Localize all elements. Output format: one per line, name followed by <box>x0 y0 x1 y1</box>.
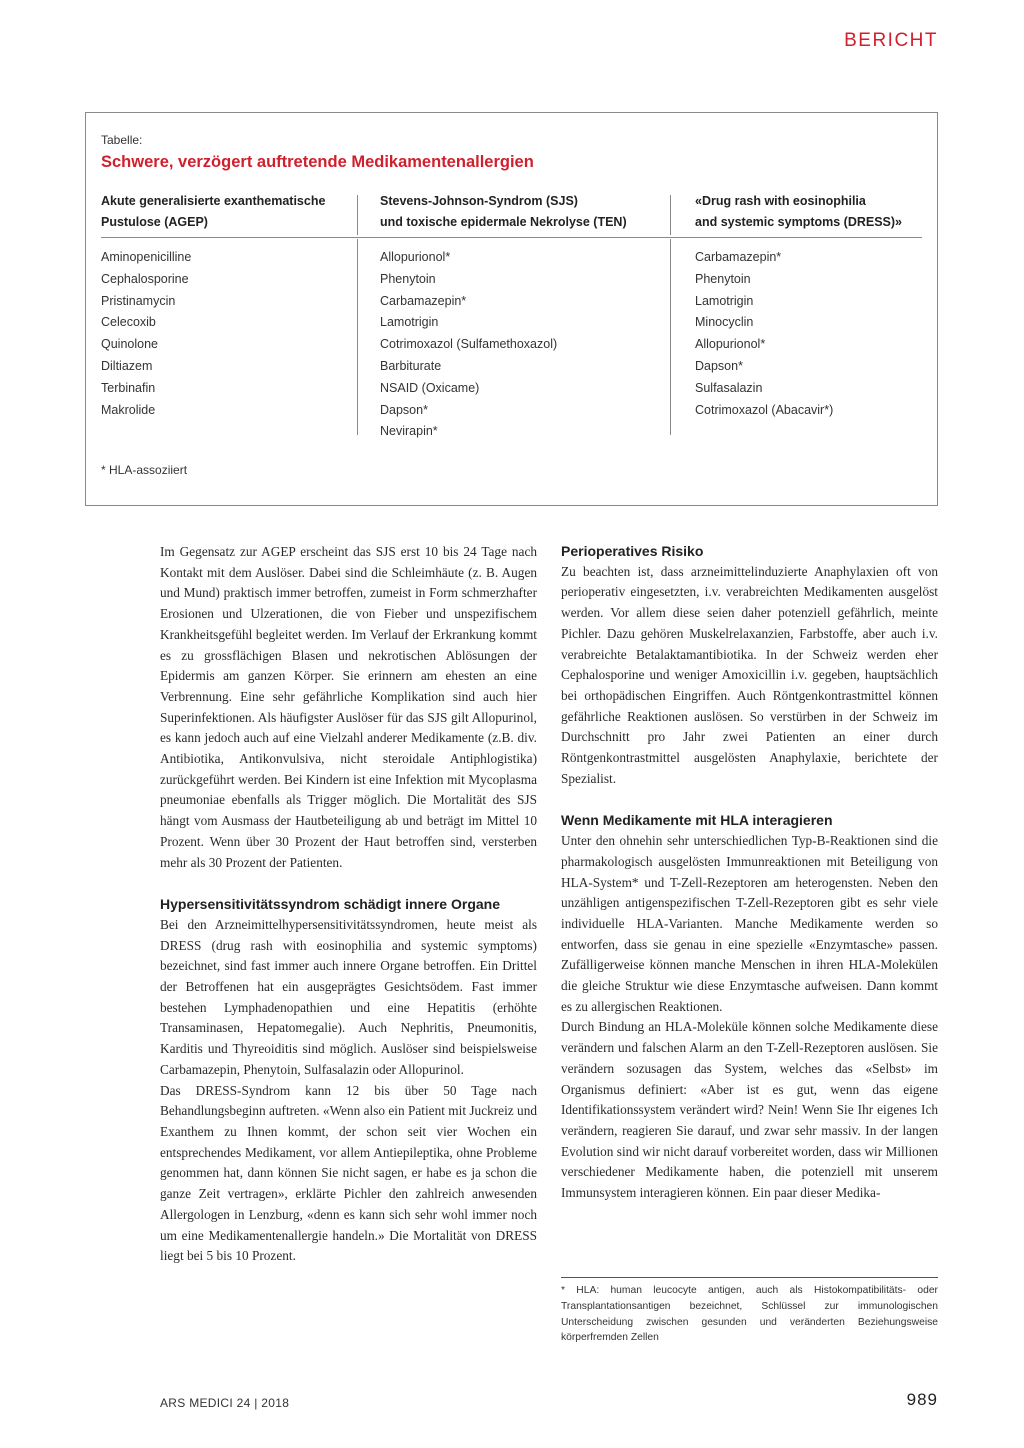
column-divider <box>357 239 358 435</box>
table-cell: Cotrimoxazol (Abacavir*) <box>695 402 834 417</box>
paragraph: Zu beachten ist, dass arzneimittelinduzierte Anaphylaxien oft von perioperativ eingesetzten, i.v. verabreichten Medikamenten ausgelöst werden. Vor allem diese seien daher potenziell gefährlich, meinte Pichler. Dazu gehören Muskelrelaxanzien, Farbstoffe, aber auch i.v. verabreichte Betalaktamantibiotika. In der Schweiz werden eher Cephalosporine und weniger Amoxicillin i.v. gegeben, hauptsächlich bei orthopädischen Eingriffen. Auch Röntgenkontrastmittel können gefährliche Reaktionen auslösen. So verstürben in der Schweiz im Durchschnitt pro Jahr zwei Patienten an einer durch Röntgenkontrastmittel ausgelösten Anaphylaxie, berichtete der Spezialist. <box>561 563 938 786</box>
table-cell: Terbinafin <box>101 380 156 395</box>
allergy-table <box>85 112 938 506</box>
column-header: Stevens-Johnson-Syndrom (SJS) und toxische epidermale Nekrolyse (TEN) <box>380 194 627 229</box>
table-column-dress <box>695 191 925 421</box>
column-divider <box>670 195 671 235</box>
table-cell: Carbamazepin* <box>380 293 467 308</box>
table-cell: Quinolone <box>101 337 158 352</box>
column-items <box>695 247 925 421</box>
table-column-sjs <box>380 191 670 443</box>
paragraph: Unter den ohnehin sehr unterschiedlichen Typ-B-Reaktionen sind die pharmakologisch ausgelösten Immunreaktionen mit Beteiligung von HLA-System* und T-Zell-Rezeptoren am heterogensten. Neben den unzähligen antigenspezifischen T-Zell-Rezeptoren gibt es sehr viele individuelle HLA-Varianten. Manche Medikamente werden so entworfen, dass sie genau in eine spezielle «Enzymtasche» passen. Zufälligerweise können manche Menschen in ihren HLA-Molekülen die gleiche Struktur wie diese Enzymtasche aufweisen. Dann kommt es zu allergischen Reaktionen. <box>561 833 938 1014</box>
footnote: * HLA: human leucocyte antigen, auch als Histokompatibilitäts- oder Transplantationsantigen bezeichnet, Schlüssel zur immunologischen Unterscheidung zwischen gesunden und veränderten Beziehungsweise körperfremden Zellen <box>561 1285 938 1344</box>
column-divider <box>357 195 358 235</box>
table-cell: Celecoxib <box>101 315 156 330</box>
column-items <box>380 247 670 443</box>
table-cell: Lamotrigin <box>695 293 754 308</box>
table-cell: Sulfasalazin <box>695 380 763 395</box>
subheading: Perioperatives Risiko <box>561 543 704 559</box>
table-title: Schwere, verzögert auftretende Medikamentenallergien <box>101 153 534 171</box>
table-cell: Carbamazepin* <box>695 250 782 264</box>
table-cell: Minocyclin <box>695 315 754 330</box>
table-cell: NSAID (Oxicame) <box>380 380 480 395</box>
paragraph: Das DRESS-Syndrom kann 12 bis über 50 Tage nach Behandlungsbeginn auftreten. «Wenn also ein Patient mit Juckreiz und Exanthem zu Ihnen kommt, der schon seit vier Wochen ein entsprechendes Medikament, vor allem Antiepileptika, ohne Probleme genommen hat, dann können Sie nicht sagen, er habe es ja schon die ganze Zeit vertragen», erklärte Pichler den zahlreich anwesenden Allergologen in Lenzburg, «denn es kann sich sehr wohl immer noch um eine Medikamentenallergie handeln.» Die Mortalität von DRESS liegt bei 5 bis 10 Prozent. <box>160 1082 537 1264</box>
table-cell: Phenytoin <box>695 271 751 286</box>
journal-info: ARS MEDICI 24 | 2018 <box>160 1396 290 1410</box>
table-label: Tabelle: <box>101 133 143 147</box>
table-cell: Allopurionol* <box>380 250 451 264</box>
right-text-column <box>561 541 938 1204</box>
table-cell: Dapson* <box>695 358 743 373</box>
table-cell: Phenytoin <box>380 271 436 286</box>
paragraph: Im Gegensatz zur AGEP erscheint das SJS erst 10 bis 24 Tage nach Kontakt mit dem Auslöser. Dabei sind die Schleimhäute (z. B. Augen und Mund) praktisch immer betroffen, zumeist in Form schmerzhafter Erosionen und Ulzerationen, die von Fieber und unspezifischem Krankheitsgefühl begleitet werden. Im Verlauf der Erkrankung kommt es zu grossflächigen Blasen und nekrotischen Ablösungen der Epidermis am ganzen Körper. Sie erinnern am ehesten an eine Verbrennung. Eine sehr gefährliche Komplikation sind auch hier Superinfektionen. Als häufigster Auslöser für das SJS gilt Allopurinol, es kann jedoch auch auf eine Vielzahl anderer Medikamente (z.B. div. Antibiotika, Antikonvulsiva, nicht steroidale Antiphlogistika) zurückgeführt werden. Bei Kindern ist eine Infektion mit Mycoplasma pneumoniae ebenfalls als Trigger möglich. Die Mortalität des SJS hängt vom Ausmass der Hautbeteiligung ab und beträgt im Mittel 10 Prozent. Wenn über 30 Prozent der Haut betroffen sind, versterben mehr als 30 Prozent der Patienten. <box>160 544 537 870</box>
subheading: Wenn Medikamente mit HLA interagieren <box>561 812 833 829</box>
table-cell: Pristinamycin <box>101 293 176 308</box>
column-divider <box>670 239 671 435</box>
table-cell: Makrolide <box>101 402 156 417</box>
table-cell: Cotrimoxazol (Sulfamethoxazol) <box>380 337 558 352</box>
paragraph: Durch Bindung an HLA-Moleküle können solche Medikamente diese verändern und falschen Alarm an den T-Zell-Rezeptoren auslösen. Sie verändern sozusagen das System, welches das «Selbst» im Organismus definiert: «Aber ist es gut, wenn das eigene Identifikationssystem verändert wird? Nein! Wenn Sie Ihr eigenes Ich verändern, reagieren Sie darauf, und zwar sehr massiv. In der langen Evolution sind wir nicht darauf vorbereitet worden, dass wir Millionen verschiedener Medikamente haben, die potenziell mit unserem Immunsystem interagieren können. Ein paar dieser Medika- <box>561 1019 938 1201</box>
page-number: 989 <box>906 1390 938 1409</box>
table-cell: Dapson* <box>380 402 428 417</box>
column-header: Akute generalisierte exanthematische Pustulose (AGEP) <box>101 194 326 229</box>
table-cell: Aminopenicilline <box>101 250 192 264</box>
table-column-agep <box>101 191 356 421</box>
table-cell: Barbiturate <box>380 358 442 373</box>
paragraph: Bei den Arzneimittelhypersensitivitätssyndromen, heute meist als DRESS (drug rash with eosinophilia and systemic symptoms) bezeichnet, sind fast immer auch innere Organe betroffen. Ein Drittel der Betroffenen hat ein ausgeprägtes Gesichtsödem. Fast immer bestehen Lymphadenopathien und eine Hepatitis (erhöhte Transaminasen, Hepatomegalie). Auch Nephritis, Pneumonitis, Karditis und Thyreoiditis sind möglich. Auslöser sind beispielsweise Carbamazepin, Phenytoin, Sulfasalazin oder Allopurinol. <box>160 916 537 1077</box>
table-cell: Lamotrigin <box>380 315 439 330</box>
table-footnote: * HLA-assoziiert <box>101 463 188 477</box>
column-header: «Drug rash with eosinophilia and systemic symptoms (DRESS)» <box>695 194 903 229</box>
table-cell: Diltiazem <box>101 358 153 373</box>
section-label: BERICHT <box>844 30 938 51</box>
left-text-column <box>160 542 537 1267</box>
footnote-rule <box>561 1277 938 1278</box>
table-cell: Allopurionol* <box>695 337 766 352</box>
subheading: Hypersensitivitätssyndrom schädigt innere Organe <box>160 896 500 913</box>
column-items <box>101 247 356 421</box>
table-cell: Nevirapin* <box>380 424 438 439</box>
table-cell: Cephalosporine <box>101 271 189 286</box>
